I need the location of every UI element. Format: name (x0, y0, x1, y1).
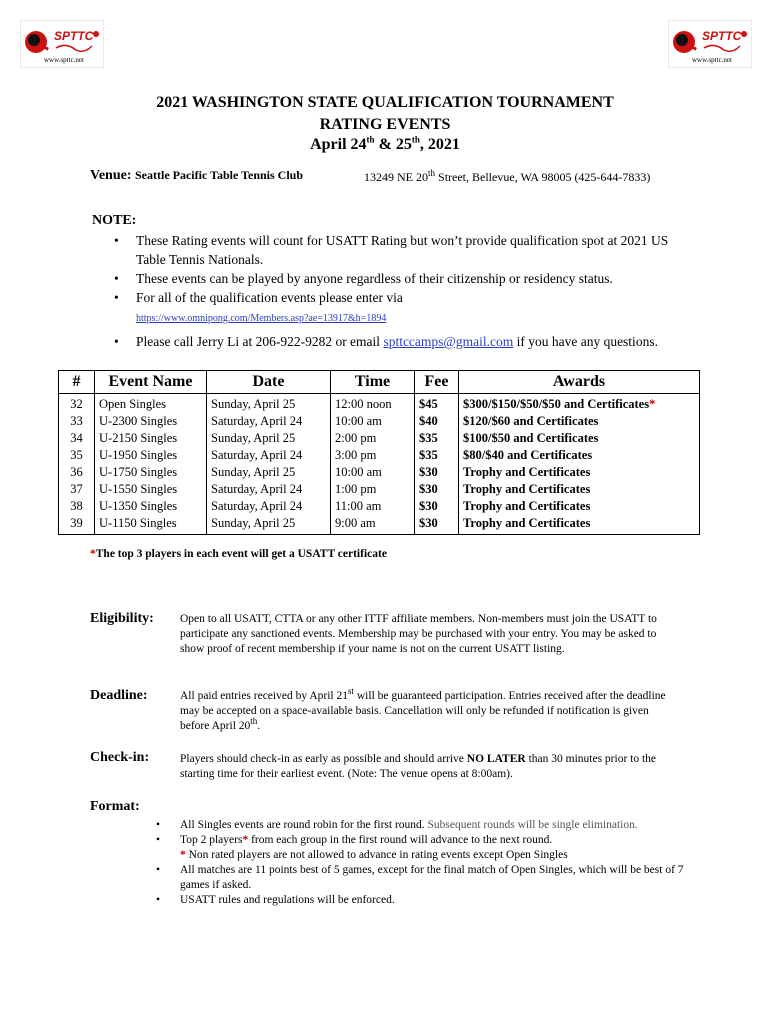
table-header-row (59, 371, 700, 394)
eligibility-text: Open to all USATT, CTTA or any other ITTF affiliate members. Non-members must join the USATT to participate any sanctioned events. Membership may be purchased with your entry. You may be asked to show proof of recent membership if your name is not on the current USATT listing. (180, 613, 657, 655)
bullet-icon: • (114, 271, 119, 286)
deadline-label: Deadline: (90, 688, 148, 703)
header-awards: Awards (459, 371, 700, 394)
table-row: 36 U-1750 Singles Sunday, April 25 10:00 am $30 Trophy and Certificates (59, 464, 700, 481)
notes-list (112, 231, 672, 351)
eligibility-label: Eligibility: (90, 611, 154, 626)
table-row: 39 U-1150 Singles Sunday, April 25 9:00 am $30 Trophy and Certificates (59, 515, 700, 535)
table-row: 32 Open Singles Sunday, April 25 12:00 noon $45 $300/$150/$50/$50 and Certificates* (59, 394, 700, 414)
checkin-text: Players should check-in as early as possible and should arrive NO LATER than 30 minutes prior to the starting time for their earliest event. (Note: The venue opens at 8:00am). (180, 753, 657, 780)
format-item: • All Singles events are round robin for the first round. Subsequent rounds will be single elimination. (156, 819, 638, 831)
venue-label: Venue: (90, 168, 132, 183)
format-subnote: * Non rated players are not allowed to advance in rating events except Open Singles (180, 849, 568, 861)
page-title: 2021 WASHINGTON STATE QUALIFICATION TOURNAMENT (156, 94, 614, 111)
note-item: • For all of the qualification events please enter via https://www.omnipong.com/Members.asp?ae=13917&h=1894 (114, 290, 403, 324)
svg-text:SPTTC: SPTTC (702, 29, 742, 43)
bullet-icon: • (156, 819, 161, 831)
venue-line (90, 168, 303, 184)
logo-url-left: www.spttc.net (44, 56, 84, 64)
asterisk-mark: * (90, 548, 96, 560)
note-item: • Please call Jerry Li at 206-922-9282 or email spttccamps@gmail.com if you have any questions. (114, 334, 658, 349)
bullet-icon: • (114, 233, 119, 248)
venue-address: 13249 NE 20th Street, Bellevue, WA 98005 (425-644-7833) (364, 168, 651, 184)
bullet-icon: • (114, 334, 119, 349)
bullet-icon: • (156, 864, 161, 876)
header-date: Date (207, 371, 331, 394)
format-item: • Top 2 players* from each group in the first round will advance to the next round. (156, 834, 553, 846)
bullet-icon: • (156, 834, 161, 846)
note-item: • These events can be played by anyone regardless of their citizenship or residency status. (114, 271, 613, 286)
deadline-text: All paid entries received by April 21st will be guaranteed participation. Entries received after the deadline may be accepted on a space-available basis. Cancellation will only be refunded if notification is given before April 20th. (180, 686, 666, 732)
event-dates: April 24th & 25th, 2021 (310, 134, 460, 153)
note-heading: NOTE: (92, 213, 137, 228)
spttc-logo-right (668, 20, 752, 68)
table-row: 38 U-1350 Singles Saturday, April 24 11:00 am $30 Trophy and Certificates (59, 498, 700, 515)
note-item: • These Rating events will count for USATT Rating but won’t provide qualification spot at 2021 US Table Tennis Nationals. (114, 233, 669, 267)
header-number: # (59, 371, 95, 394)
asterisk-mark: * (649, 397, 656, 411)
checkin-label: Check-in: (90, 750, 150, 765)
format-label: Format: (90, 799, 140, 814)
bullet-icon: • (114, 290, 119, 305)
bullet-icon: • (156, 894, 161, 906)
venue-name: Seattle Pacific Table Tennis Club (135, 168, 304, 182)
format-list (156, 818, 686, 908)
table-row: 35 U-1950 Singles Saturday, April 24 3:00 pm $35 $80/$40 and Certificates (59, 447, 700, 464)
format-item: • All matches are 11 points best of 5 games, except for the final match of Open Singles, which will be best of 7 games if asked. (156, 864, 684, 891)
svg-text:SPTTC: SPTTC (54, 29, 94, 43)
header-event-name: Event Name (95, 371, 207, 394)
certificate-footnote: *The top 3 players in each event will get a USATT certificate (90, 548, 387, 560)
header-time: Time (331, 371, 415, 394)
format-item: • USATT rules and regulations will be enforced. (156, 894, 395, 906)
page-subtitle: RATING EVENTS (319, 116, 451, 133)
contact-email-link[interactable]: spttccamps@gmail.com (383, 334, 514, 349)
table-row: 34 U-2150 Singles Sunday, April 25 2:00 pm $35 $100/$50 and Certificates (59, 430, 700, 447)
events-table (58, 370, 700, 535)
logo-url-right: www.spttc.net (692, 56, 732, 64)
omnipong-entry-link[interactable]: https://www.omnipong.com/Members.asp?ae=13917&h=1894 (136, 313, 387, 324)
table-row: 33 U-2300 Singles Saturday, April 24 10:00 am $40 $120/$60 and Certificates (59, 413, 700, 430)
header-fee: Fee (415, 371, 459, 394)
spttc-logo-left (20, 20, 104, 68)
table-row: 37 U-1550 Singles Saturday, April 24 1:00 pm $30 Trophy and Certificates (59, 481, 700, 498)
